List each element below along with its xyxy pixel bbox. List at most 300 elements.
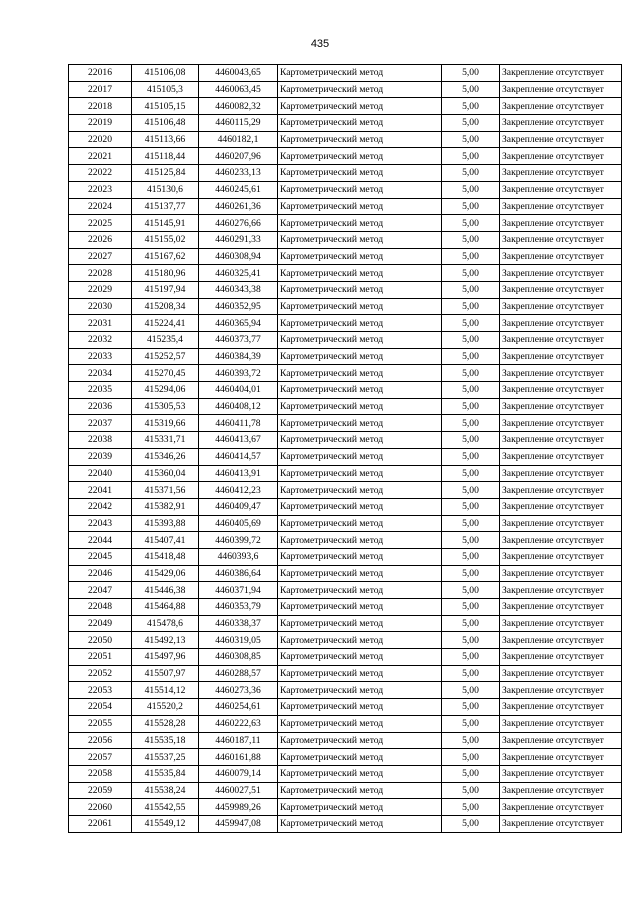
y-coordinate-cell: 4460115,29 [199,115,278,132]
x-coordinate-cell: 415429,06 [132,565,199,582]
table-row [69,198,622,215]
table-row [69,732,622,749]
x-coordinate-cell: 415418,48 [132,548,199,565]
fixing-cell: Закрепление отсутствует [500,682,622,699]
fixing-cell: Закрепление отсутствует [500,382,622,399]
y-coordinate-cell: 4460319,05 [199,632,278,649]
point-number-cell: 22055 [69,715,132,732]
method-cell: Картометрический метод [278,515,442,532]
point-number-cell: 22046 [69,565,132,582]
y-coordinate-cell: 4460386,64 [199,565,278,582]
fixing-cell: Закрепление отсутствует [500,165,622,182]
error-cell: 5,00 [442,165,500,182]
x-coordinate-cell: 415549,12 [132,815,199,832]
y-coordinate-cell: 4460338,37 [199,615,278,632]
fixing-cell: Закрепление отсутствует [500,765,622,782]
method-cell: Картометрический метод [278,632,442,649]
table-row [69,432,622,449]
point-number-cell: 22061 [69,815,132,832]
x-coordinate-cell: 415252,57 [132,348,199,365]
point-number-cell: 22039 [69,448,132,465]
method-cell: Картометрический метод [278,148,442,165]
fixing-cell: Закрепление отсутствует [500,699,622,716]
x-coordinate-cell: 415167,62 [132,248,199,265]
point-number-cell: 22036 [69,398,132,415]
point-number-cell: 22054 [69,699,132,716]
x-coordinate-cell: 415535,84 [132,765,199,782]
y-coordinate-cell: 4460027,51 [199,782,278,799]
point-number-cell: 22017 [69,81,132,98]
y-coordinate-cell: 4460353,79 [199,599,278,616]
point-number-cell: 22026 [69,231,132,248]
method-cell: Картометрический метод [278,815,442,832]
error-cell: 5,00 [442,131,500,148]
y-coordinate-cell: 4460413,67 [199,432,278,449]
method-cell: Картометрический метод [278,315,442,332]
table-row [69,682,622,699]
point-number-cell: 22050 [69,632,132,649]
x-coordinate-cell: 415331,71 [132,432,199,449]
table-row [69,665,622,682]
error-cell: 5,00 [442,815,500,832]
x-coordinate-cell: 415346,26 [132,448,199,465]
fixing-cell: Закрепление отсутствует [500,815,622,832]
y-coordinate-cell: 4460207,96 [199,148,278,165]
y-coordinate-cell: 4459989,26 [199,799,278,816]
error-cell: 5,00 [442,115,500,132]
point-number-cell: 22052 [69,665,132,682]
fixing-cell: Закрепление отсутствует [500,665,622,682]
table-row [69,782,622,799]
point-number-cell: 22042 [69,498,132,515]
x-coordinate-cell: 415197,94 [132,281,199,298]
method-cell: Картометрический метод [278,65,442,82]
table-row [69,348,622,365]
method-cell: Картометрический метод [278,398,442,415]
error-cell: 5,00 [442,65,500,82]
coordinates-table-body [69,65,622,833]
method-cell: Картометрический метод [278,465,442,482]
table-row [69,548,622,565]
point-number-cell: 22019 [69,115,132,132]
x-coordinate-cell: 415155,02 [132,231,199,248]
x-coordinate-cell: 415514,12 [132,682,199,699]
fixing-cell: Закрепление отсутствует [500,332,622,349]
table-row [69,482,622,499]
error-cell: 5,00 [442,765,500,782]
x-coordinate-cell: 415105,15 [132,98,199,115]
x-coordinate-cell: 415224,41 [132,315,199,332]
point-number-cell: 22059 [69,782,132,799]
fixing-cell: Закрепление отсутствует [500,565,622,582]
y-coordinate-cell: 4460043,65 [199,65,278,82]
fixing-cell: Закрепление отсутствует [500,548,622,565]
point-number-cell: 22030 [69,298,132,315]
y-coordinate-cell: 4460405,69 [199,515,278,532]
method-cell: Картометрический метод [278,98,442,115]
fixing-cell: Закрепление отсутствует [500,448,622,465]
error-cell: 5,00 [442,632,500,649]
fixing-cell: Закрепление отсутствует [500,649,622,666]
error-cell: 5,00 [442,548,500,565]
fixing-cell: Закрепление отсутствует [500,515,622,532]
method-cell: Картометрический метод [278,231,442,248]
y-coordinate-cell: 4460404,01 [199,382,278,399]
x-coordinate-cell: 415393,88 [132,515,199,532]
x-coordinate-cell: 415113,66 [132,131,199,148]
error-cell: 5,00 [442,298,500,315]
method-cell: Картометрический метод [278,615,442,632]
error-cell: 5,00 [442,782,500,799]
y-coordinate-cell: 4460308,85 [199,649,278,666]
method-cell: Картометрический метод [278,265,442,282]
x-coordinate-cell: 415294,06 [132,382,199,399]
method-cell: Картометрический метод [278,348,442,365]
point-number-cell: 22032 [69,332,132,349]
point-number-cell: 22044 [69,532,132,549]
fixing-cell: Закрепление отсутствует [500,215,622,232]
error-cell: 5,00 [442,799,500,816]
table-row [69,131,622,148]
point-number-cell: 22057 [69,749,132,766]
error-cell: 5,00 [442,615,500,632]
point-number-cell: 22020 [69,131,132,148]
method-cell: Картометрический метод [278,448,442,465]
error-cell: 5,00 [442,715,500,732]
fixing-cell: Закрепление отсутствует [500,799,622,816]
error-cell: 5,00 [442,749,500,766]
table-row [69,398,622,415]
point-number-cell: 22023 [69,181,132,198]
error-cell: 5,00 [442,415,500,432]
point-number-cell: 22035 [69,382,132,399]
x-coordinate-cell: 415492,13 [132,632,199,649]
y-coordinate-cell: 4460182,1 [199,131,278,148]
point-number-cell: 22029 [69,281,132,298]
fixing-cell: Закрепление отсутствует [500,198,622,215]
method-cell: Картометрический метод [278,298,442,315]
error-cell: 5,00 [442,482,500,499]
method-cell: Картометрический метод [278,482,442,499]
fixing-cell: Закрепление отсутствует [500,315,622,332]
error-cell: 5,00 [442,498,500,515]
error-cell: 5,00 [442,649,500,666]
table-row [69,65,622,82]
table-row [69,148,622,165]
method-cell: Картометрический метод [278,699,442,716]
x-coordinate-cell: 415407,41 [132,532,199,549]
method-cell: Картометрический метод [278,382,442,399]
y-coordinate-cell: 4460082,32 [199,98,278,115]
y-coordinate-cell: 4460288,57 [199,665,278,682]
fixing-cell: Закрепление отсутствует [500,632,622,649]
x-coordinate-cell: 415137,77 [132,198,199,215]
page-number: 435 [310,38,330,50]
method-cell: Картометрический метод [278,432,442,449]
fixing-cell: Закрепление отсутствует [500,498,622,515]
method-cell: Картометрический метод [278,248,442,265]
y-coordinate-cell: 4460079,14 [199,765,278,782]
x-coordinate-cell: 415130,6 [132,181,199,198]
table-row [69,515,622,532]
method-cell: Картометрический метод [278,732,442,749]
error-cell: 5,00 [442,665,500,682]
x-coordinate-cell: 415537,25 [132,749,199,766]
y-coordinate-cell: 4460291,33 [199,231,278,248]
method-cell: Картометрический метод [278,365,442,382]
method-cell: Картометрический метод [278,131,442,148]
point-number-cell: 22048 [69,599,132,616]
point-number-cell: 22031 [69,315,132,332]
fixing-cell: Закрепление отсутствует [500,265,622,282]
point-number-cell: 22043 [69,515,132,532]
y-coordinate-cell: 4459947,08 [199,815,278,832]
y-coordinate-cell: 4460365,94 [199,315,278,332]
table-row [69,599,622,616]
fixing-cell: Закрепление отсутствует [500,482,622,499]
method-cell: Картометрический метод [278,532,442,549]
x-coordinate-cell: 415382,91 [132,498,199,515]
y-coordinate-cell: 4460222,63 [199,715,278,732]
error-cell: 5,00 [442,315,500,332]
x-coordinate-cell: 415270,45 [132,365,199,382]
fixing-cell: Закрепление отсутствует [500,365,622,382]
y-coordinate-cell: 4460325,41 [199,265,278,282]
y-coordinate-cell: 4460414,57 [199,448,278,465]
table-row [69,815,622,832]
table-row [69,231,622,248]
y-coordinate-cell: 4460245,61 [199,181,278,198]
method-cell: Картометрический метод [278,715,442,732]
error-cell: 5,00 [442,465,500,482]
point-number-cell: 22027 [69,248,132,265]
point-number-cell: 22056 [69,732,132,749]
error-cell: 5,00 [442,198,500,215]
fixing-cell: Закрепление отсутствует [500,98,622,115]
y-coordinate-cell: 4460343,38 [199,281,278,298]
x-coordinate-cell: 415145,91 [132,215,199,232]
fixing-cell: Закрепление отсутствует [500,81,622,98]
table-row [69,582,622,599]
point-number-cell: 22018 [69,98,132,115]
fixing-cell: Закрепление отсутствует [500,415,622,432]
fixing-cell: Закрепление отсутствует [500,281,622,298]
table-row [69,215,622,232]
table-row [69,448,622,465]
fixing-cell: Закрепление отсутствует [500,231,622,248]
method-cell: Картометрический метод [278,599,442,616]
point-number-cell: 22051 [69,649,132,666]
error-cell: 5,00 [442,148,500,165]
fixing-cell: Закрепление отсутствует [500,582,622,599]
y-coordinate-cell: 4460393,6 [199,548,278,565]
point-number-cell: 22045 [69,548,132,565]
x-coordinate-cell: 415507,97 [132,665,199,682]
point-number-cell: 22034 [69,365,132,382]
method-cell: Картометрический метод [278,415,442,432]
error-cell: 5,00 [442,382,500,399]
point-number-cell: 22058 [69,765,132,782]
fixing-cell: Закрепление отсутствует [500,615,622,632]
x-coordinate-cell: 415497,96 [132,649,199,666]
error-cell: 5,00 [442,265,500,282]
table-row [69,248,622,265]
table-row [69,465,622,482]
table-row [69,799,622,816]
method-cell: Картометрический метод [278,649,442,666]
method-cell: Картометрический метод [278,81,442,98]
fixing-cell: Закрепление отсутствует [500,398,622,415]
error-cell: 5,00 [442,599,500,616]
error-cell: 5,00 [442,81,500,98]
method-cell: Картометрический метод [278,665,442,682]
point-number-cell: 22033 [69,348,132,365]
fixing-cell: Закрепление отсутствует [500,715,622,732]
point-number-cell: 22040 [69,465,132,482]
method-cell: Картометрический метод [278,565,442,582]
y-coordinate-cell: 4460371,94 [199,582,278,599]
method-cell: Картометрический метод [278,548,442,565]
table-row [69,315,622,332]
x-coordinate-cell: 415208,34 [132,298,199,315]
x-coordinate-cell: 415180,96 [132,265,199,282]
error-cell: 5,00 [442,181,500,198]
method-cell: Картометрический метод [278,198,442,215]
method-cell: Картометрический метод [278,332,442,349]
error-cell: 5,00 [442,565,500,582]
x-coordinate-cell: 415105,3 [132,81,199,98]
error-cell: 5,00 [442,732,500,749]
fixing-cell: Закрепление отсутствует [500,348,622,365]
table-row [69,615,622,632]
point-number-cell: 22060 [69,799,132,816]
point-number-cell: 22049 [69,615,132,632]
fixing-cell: Закрепление отсутствует [500,115,622,132]
method-cell: Картометрический метод [278,782,442,799]
table-row [69,81,622,98]
point-number-cell: 22038 [69,432,132,449]
error-cell: 5,00 [442,432,500,449]
table-row [69,332,622,349]
table-row [69,498,622,515]
table-row [69,298,622,315]
y-coordinate-cell: 4460254,61 [199,699,278,716]
method-cell: Картометрический метод [278,765,442,782]
y-coordinate-cell: 4460412,23 [199,482,278,499]
fixing-cell: Закрепление отсутствует [500,298,622,315]
y-coordinate-cell: 4460273,36 [199,682,278,699]
fixing-cell: Закрепление отсутствует [500,782,622,799]
x-coordinate-cell: 415542,55 [132,799,199,816]
point-number-cell: 22053 [69,682,132,699]
point-number-cell: 22024 [69,198,132,215]
x-coordinate-cell: 415106,48 [132,115,199,132]
table-row [69,532,622,549]
x-coordinate-cell: 415520,2 [132,699,199,716]
y-coordinate-cell: 4460352,95 [199,298,278,315]
y-coordinate-cell: 4460308,94 [199,248,278,265]
x-coordinate-cell: 415125,84 [132,165,199,182]
point-number-cell: 22022 [69,165,132,182]
y-coordinate-cell: 4460409,47 [199,498,278,515]
fixing-cell: Закрепление отсутствует [500,248,622,265]
error-cell: 5,00 [442,448,500,465]
fixing-cell: Закрепление отсутствует [500,181,622,198]
y-coordinate-cell: 4460393,72 [199,365,278,382]
point-number-cell: 22025 [69,215,132,232]
fixing-cell: Закрепление отсутствует [500,732,622,749]
method-cell: Картометрический метод [278,799,442,816]
error-cell: 5,00 [442,532,500,549]
method-cell: Картометрический метод [278,165,442,182]
x-coordinate-cell: 415528,28 [132,715,199,732]
method-cell: Картометрический метод [278,749,442,766]
method-cell: Картометрический метод [278,181,442,198]
table-row [69,382,622,399]
x-coordinate-cell: 415464,88 [132,599,199,616]
table-row [69,181,622,198]
method-cell: Картометрический метод [278,215,442,232]
point-number-cell: 22016 [69,65,132,82]
method-cell: Картометрический метод [278,281,442,298]
fixing-cell: Закрепление отсутствует [500,131,622,148]
y-coordinate-cell: 4460411,78 [199,415,278,432]
x-coordinate-cell: 415235,4 [132,332,199,349]
method-cell: Картометрический метод [278,582,442,599]
table-row [69,565,622,582]
point-number-cell: 22021 [69,148,132,165]
error-cell: 5,00 [442,215,500,232]
table-row [69,765,622,782]
x-coordinate-cell: 415118,44 [132,148,199,165]
x-coordinate-cell: 415319,66 [132,415,199,432]
fixing-cell: Закрепление отсутствует [500,148,622,165]
error-cell: 5,00 [442,515,500,532]
point-number-cell: 22047 [69,582,132,599]
x-coordinate-cell: 415371,56 [132,482,199,499]
x-coordinate-cell: 415106,08 [132,65,199,82]
y-coordinate-cell: 4460261,36 [199,198,278,215]
table-row [69,715,622,732]
x-coordinate-cell: 415446,38 [132,582,199,599]
error-cell: 5,00 [442,281,500,298]
table-row [69,365,622,382]
table-row [69,98,622,115]
x-coordinate-cell: 415478,6 [132,615,199,632]
y-coordinate-cell: 4460373,77 [199,332,278,349]
y-coordinate-cell: 4460413,91 [199,465,278,482]
fixing-cell: Закрепление отсутствует [500,465,622,482]
y-coordinate-cell: 4460384,39 [199,348,278,365]
point-number-cell: 22037 [69,415,132,432]
table-row [69,281,622,298]
error-cell: 5,00 [442,231,500,248]
x-coordinate-cell: 415538,24 [132,782,199,799]
error-cell: 5,00 [442,582,500,599]
fixing-cell: Закрепление отсутствует [500,65,622,82]
x-coordinate-cell: 415360,04 [132,465,199,482]
point-number-cell: 22028 [69,265,132,282]
table-row [69,265,622,282]
y-coordinate-cell: 4460399,72 [199,532,278,549]
fixing-cell: Закрепление отсутствует [500,532,622,549]
error-cell: 5,00 [442,365,500,382]
x-coordinate-cell: 415305,53 [132,398,199,415]
error-cell: 5,00 [442,682,500,699]
fixing-cell: Закрепление отсутствует [500,432,622,449]
error-cell: 5,00 [442,699,500,716]
table-row [69,632,622,649]
